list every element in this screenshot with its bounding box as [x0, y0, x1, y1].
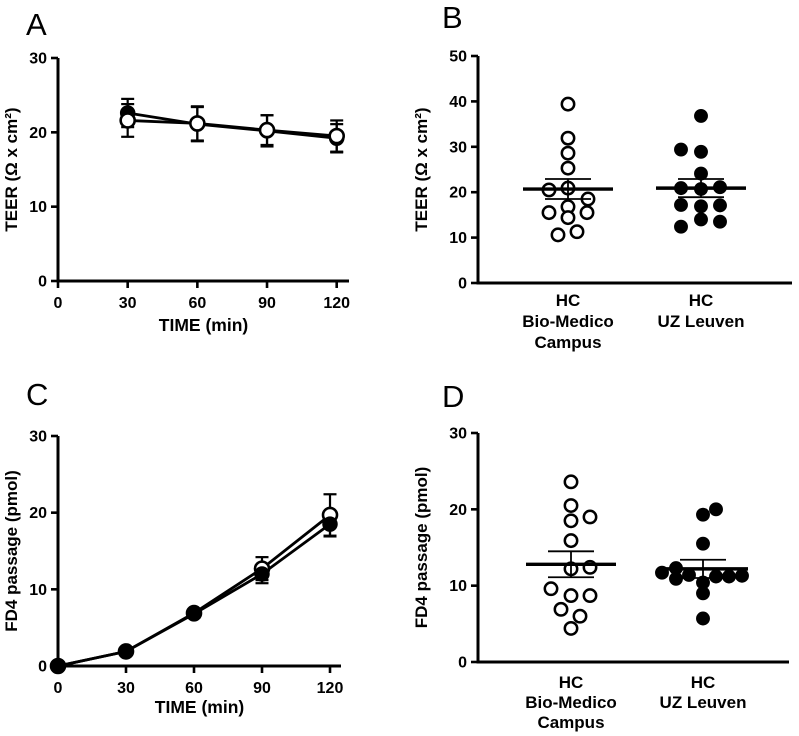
data-point-filled: [675, 199, 687, 211]
group-label: HC: [690, 673, 716, 692]
data-point-open: [574, 610, 586, 622]
y-tick-label: 0: [38, 658, 47, 676]
data-point-open: [565, 534, 577, 546]
group-label: Campus: [534, 333, 602, 352]
fd4-timecourse-chart: [0, 368, 399, 736]
data-point-open: [562, 211, 574, 223]
data-point-filled: [697, 612, 709, 624]
data-point-filled: [187, 607, 201, 621]
y-tick-label: 20: [29, 124, 47, 142]
data-point-filled: [714, 199, 726, 211]
y-tick-label: 0: [458, 275, 467, 293]
data-point-open: [565, 589, 577, 601]
y-axis-title: TEER (Ω x cm²): [412, 107, 431, 232]
data-point-filled: [675, 143, 687, 155]
data-point-open: [190, 116, 204, 130]
x-tick-label: 90: [253, 680, 271, 697]
panel-letter-b: B: [442, 0, 463, 35]
data-point-filled: [683, 569, 695, 581]
data-point-open: [565, 476, 577, 488]
data-point-filled: [695, 110, 707, 122]
teer-timecourse-chart: [0, 0, 399, 368]
data-point-filled: [697, 537, 709, 549]
data-point-open: [562, 98, 574, 110]
group-label: HC: [558, 673, 584, 692]
data-point-open: [562, 132, 574, 144]
plot-area: [525, 476, 748, 732]
x-tick-label: 120: [316, 680, 344, 697]
y-tick-label: 50: [449, 48, 467, 66]
data-point-filled: [695, 167, 707, 179]
series-open: [121, 104, 343, 152]
data-point-open: [581, 206, 593, 218]
y-tick-label: 20: [449, 184, 467, 202]
data-point-filled: [255, 567, 269, 581]
data-point-filled: [695, 146, 707, 158]
data-point-filled: [710, 503, 722, 515]
y-tick-label: 10: [449, 230, 467, 248]
x-tick-label: 30: [117, 680, 135, 697]
y-axis-title: TEER (Ω x cm²): [2, 107, 21, 232]
group-label: Bio-Medico: [525, 693, 617, 712]
data-point-filled: [695, 200, 707, 212]
data-point-filled: [119, 644, 133, 658]
data-point-filled: [51, 659, 65, 673]
axes: [2, 51, 349, 291]
y-tick-label: 10: [449, 578, 467, 596]
data-point-open: [584, 589, 596, 601]
data-point-open: [545, 583, 557, 595]
group-1: [525, 476, 617, 732]
x-tick-label: 60: [185, 680, 203, 697]
data-point-open: [565, 622, 577, 634]
fd4-scatter-chart: [400, 368, 799, 736]
data-point-filled: [695, 213, 707, 225]
plot-area: [51, 494, 343, 717]
data-point-filled: [697, 587, 709, 599]
group-1: [522, 98, 614, 352]
y-tick-label: 30: [29, 428, 47, 446]
y-tick-label: 40: [449, 93, 467, 111]
group-label: HC: [688, 291, 714, 310]
data-point-filled: [714, 216, 726, 228]
group-label: UZ Leuven: [659, 693, 747, 712]
plot-area: [522, 98, 746, 352]
data-point-filled: [736, 570, 748, 582]
panel-d-fd4-scatter: [400, 368, 799, 736]
group-label: Campus: [537, 713, 605, 732]
y-tick-label: 20: [29, 505, 47, 523]
data-point-open: [584, 511, 596, 523]
axes: [412, 49, 792, 293]
x-tick-label: 90: [258, 295, 276, 312]
x-tick-label: 60: [188, 295, 207, 312]
data-point-open: [552, 229, 564, 241]
panel-b-teer-scatter: [400, 0, 799, 368]
y-axis-title: FD4 passage (pmol): [2, 470, 21, 632]
group-2: [656, 110, 746, 331]
y-tick-label: 30: [449, 139, 467, 157]
panel-a-teer-timecourse: [0, 0, 399, 368]
data-point-open: [565, 499, 577, 511]
data-point-open: [562, 147, 574, 159]
series-filled: [58, 512, 337, 666]
plot-area: [54, 99, 351, 335]
panel-letter-d: D: [442, 379, 465, 414]
y-tick-label: 10: [29, 199, 47, 217]
data-point-open: [565, 515, 577, 527]
series-open: [58, 494, 337, 666]
y-tick-label: 20: [449, 501, 467, 519]
data-point-filled: [710, 570, 722, 582]
data-point-open: [121, 113, 135, 127]
group-label: Bio-Medico: [522, 312, 614, 331]
axes: [412, 426, 789, 672]
panel-c-fd4-timecourse: [0, 368, 399, 736]
y-tick-label: 0: [38, 273, 47, 291]
group-label: UZ Leuven: [657, 312, 745, 331]
panel-letter-c: C: [26, 377, 49, 412]
group-label: HC: [555, 291, 581, 310]
teer-scatter-chart: [400, 0, 799, 368]
series-line: [58, 515, 330, 666]
data-point-open: [330, 129, 344, 143]
data-point-filled: [675, 221, 687, 233]
data-point-open: [260, 123, 274, 137]
data-point-open: [562, 162, 574, 174]
data-point-filled: [723, 570, 735, 582]
x-axis-title: TIME (min): [158, 315, 249, 335]
x-tick-label: 30: [118, 295, 137, 312]
panel-letter-a: A: [26, 7, 47, 42]
x-axis-title: TIME (min): [154, 697, 245, 717]
y-tick-label: 10: [29, 581, 47, 599]
data-point-filled: [323, 517, 337, 531]
y-tick-label: 30: [29, 50, 47, 68]
y-tick-label: 0: [458, 654, 467, 672]
y-axis-title: FD4 passage (pmol): [412, 466, 431, 629]
x-tick-label: 0: [53, 680, 63, 697]
data-point-open: [543, 206, 555, 218]
group-2: [656, 503, 748, 712]
x-tick-label: 0: [53, 295, 63, 312]
data-point-filled: [697, 508, 709, 520]
x-tick-label: 120: [323, 295, 351, 312]
y-tick-label: 30: [449, 425, 467, 443]
data-point-open: [571, 225, 583, 237]
series-markers-open: [51, 508, 337, 673]
series-markers-filled: [51, 517, 337, 673]
data-point-open: [555, 603, 567, 615]
